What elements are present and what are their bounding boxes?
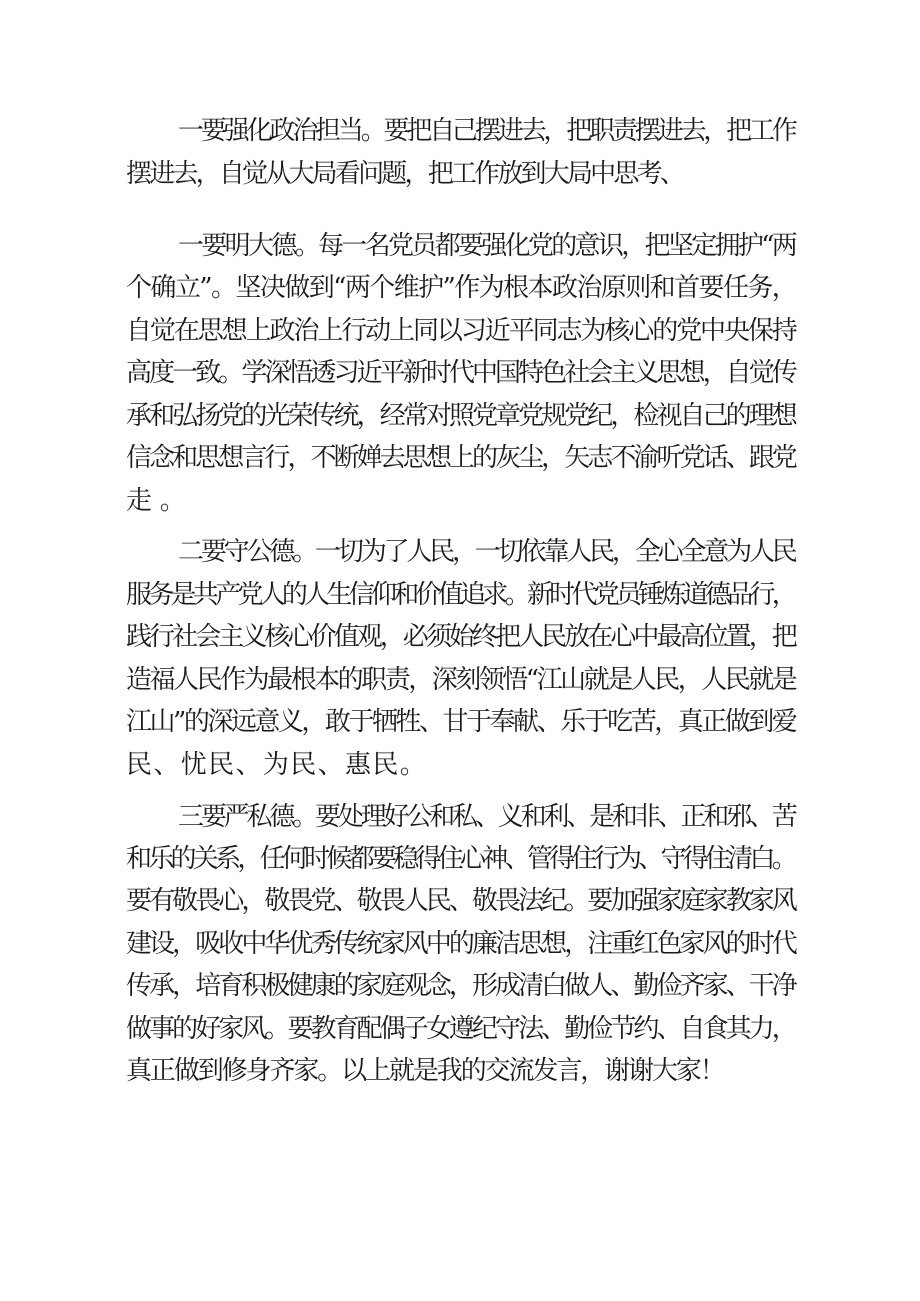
text-line: 真正做到修身齐家。以上就是我的交流发言，谢谢大家！	[126, 1056, 724, 1086]
text-line: 个确立”。坚决做到“两个维护”作为根本政治原则和首要任务，	[126, 273, 797, 303]
text-line: 高度一致。学深悟透习近平新时代中国特色社会主义思想，自觉传	[126, 358, 795, 388]
text-line: 三要严私德。要处理好公和私、义和利、是和非、正和邪、苦	[178, 802, 795, 832]
text-line: 江山”的深远意义，敢于牺牲、甘于奉献、乐于吃苦，真正做到爱	[126, 707, 796, 737]
text-line: 自觉在思想上政治上行动上同以习近平同志为核心的党中央保持	[126, 316, 796, 346]
text-line: 信念和思想言行，不断婵去思想上的灰尘，矢志不渝听党话、跟党	[126, 443, 795, 473]
text-line: 承和弘扬党的光荣传统，经常对照党章党规党纪，检视自己的理想	[126, 401, 795, 431]
text-line: 二要守公德。一切为了人民，一切依靠人民，全心全意为人民	[178, 537, 795, 567]
text-line: 和乐的关系，任何时候都要稳得住心神、管得住行为、守得住清白。	[126, 844, 795, 874]
text-line: 走。	[126, 486, 194, 516]
text-line: 做事的好家风。要教育配偶子女遵纪守法、勤俭节约、自食其力，	[126, 1014, 795, 1044]
text-line: 践行社会主义核心价值观，必须始终把人民放在心中最高位置，把	[126, 622, 795, 652]
text-line: 一要强化政治担当。要把自己摆进去，把职责摆进去，把工作	[178, 116, 795, 146]
text-line: 一要明大德。每一名党员都要强化党的意识，把坚定拥护“两	[178, 231, 796, 261]
text-line: 传承，培育积极健康的家庭观念，形成清白做人、勤俭齐家、干净	[126, 971, 795, 1001]
text-line: 要有敬畏心，敬畏党、敬畏人民、敬畏法纪。要加强家庭家教家风	[126, 886, 795, 916]
text-line: 民、忧民、为民、惠民。	[126, 750, 428, 780]
text-line: 摆进去，自觉从大局看问题，把工作放到大局中思考、	[126, 159, 683, 189]
text-line: 建设，吸收中华优秀传统家风中的廉洁思想，注重红色家风的时代	[126, 929, 795, 959]
text-line: 服务是共产党人的人生信仰和价值追求。新时代党员锤炼道德品行，	[126, 580, 795, 610]
text-line: 造福人民作为最根本的职责，深刻领悟“江山就是人民，人民就是	[126, 665, 796, 695]
